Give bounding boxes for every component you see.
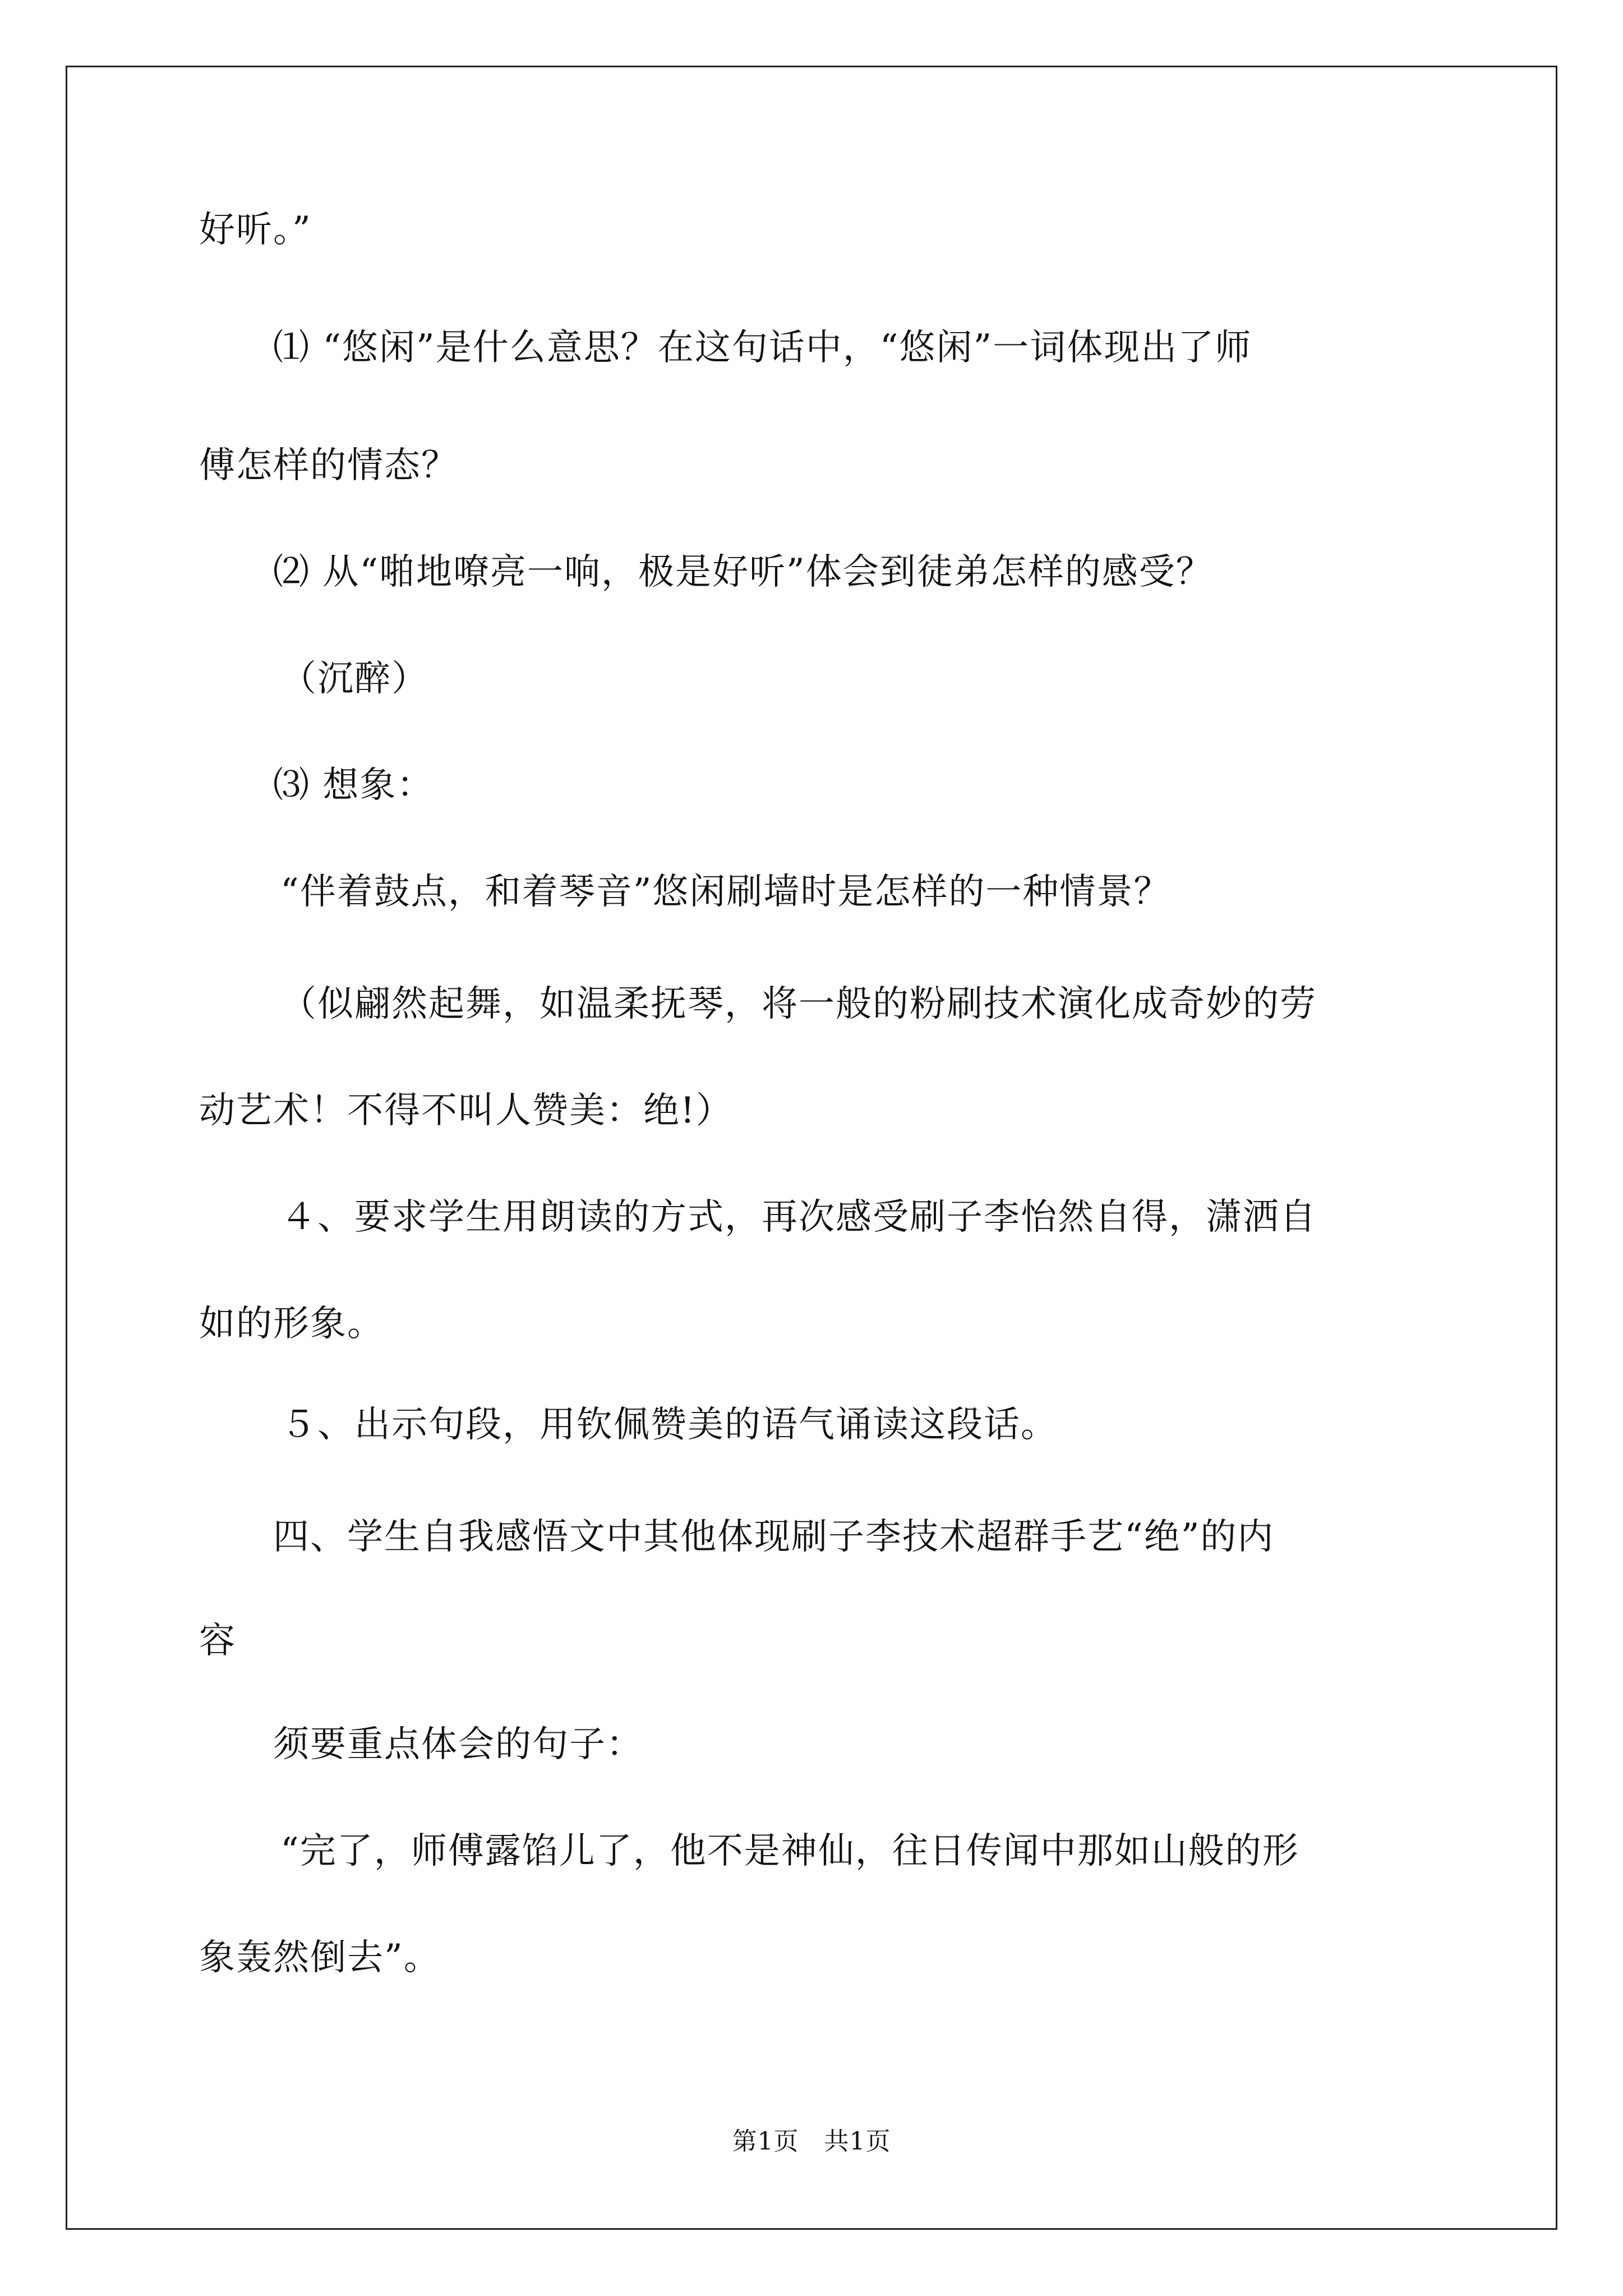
page-border: [66, 66, 1557, 2230]
text-line: （沉醉）: [280, 658, 428, 700]
text-line: 须要重点体会的句子：: [273, 1724, 643, 1765]
text-line: 容: [199, 1620, 236, 1662]
text-line: “伴着鼓点，和着琴音”悠闲刷墙时是怎样的一种情景？: [280, 871, 1171, 913]
text-line: ４、要求学生用朗读的方式，再次感受刷子李怡然自得，潇洒自: [280, 1197, 1317, 1238]
text-line: ⑵ 从“啪地嘹亮一响，极是好听”体会到徒弟怎样的感受？: [273, 551, 1213, 593]
text-line: 好听。”: [199, 209, 312, 251]
page-footer: 第1页 共1页: [732, 2127, 891, 2156]
text-line: 四、学生自我感悟文中其他体现刷子李技术超群手艺“绝”的内: [273, 1516, 1275, 1558]
text-line: 傅怎样的情态？: [199, 445, 458, 486]
text-line: 动艺术！不得不叫人赞美：绝!）: [199, 1090, 733, 1131]
text-line: ⑶ 想象：: [273, 765, 434, 806]
text-line: ５、出示句段，用钦佩赞美的语气诵读这段话。: [280, 1404, 1058, 1446]
text-line: 如的形象。: [199, 1303, 384, 1345]
text-line: ⑴ “悠闲”是什么意思？在这句话中，“悠闲”一词体现出了师: [273, 327, 1252, 369]
text-line: “完了，师傅露馅儿了，他不是神仙，往日传闻中那如山般的形: [280, 1830, 1299, 1872]
text-line: 象轰然倒去”。: [199, 1937, 441, 1978]
text-line: （似翩然起舞，如温柔抚琴，将一般的粉刷技术演化成奇妙的劳: [280, 983, 1317, 1025]
